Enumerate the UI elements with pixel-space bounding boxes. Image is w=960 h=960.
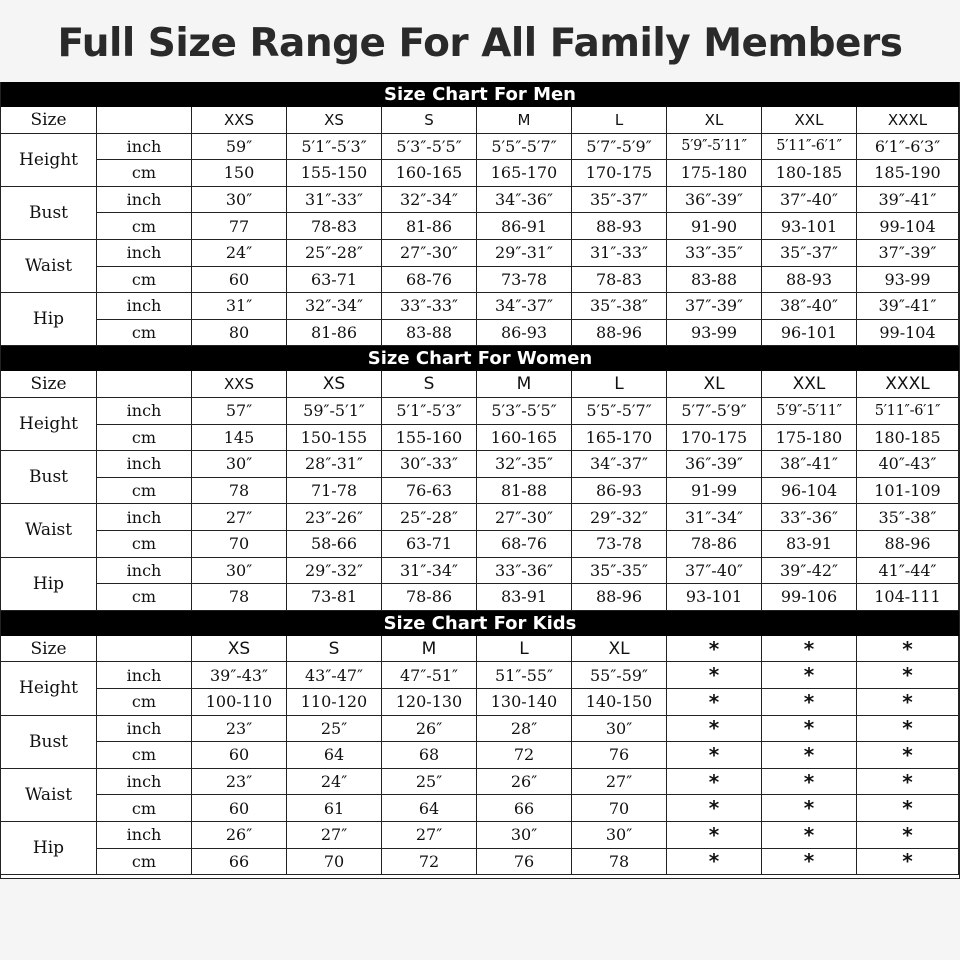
table-cell: 78-83 [287, 213, 382, 240]
table-cell: 27″ [192, 504, 287, 531]
header-blank [97, 371, 192, 398]
table-cell: 32″-34″ [382, 187, 477, 214]
header-blank [97, 636, 192, 663]
table-cell: * [762, 822, 857, 849]
table-cell: 37″-39″ [667, 293, 762, 320]
table-cell: 60 [192, 795, 287, 822]
table-cell: * [857, 849, 959, 876]
table-cell: * [762, 716, 857, 743]
size-header: XS [287, 371, 382, 398]
table-cell: 29″-32″ [287, 558, 382, 585]
table-cell: 24″ [287, 769, 382, 796]
table-cell: 88-93 [762, 267, 857, 294]
table-cell: 33″-33″ [382, 293, 477, 320]
table-cell: 27″ [572, 769, 667, 796]
measure-label: Hip [1, 558, 97, 611]
table-cell: 30″ [572, 822, 667, 849]
table-cell: 31″-34″ [667, 504, 762, 531]
size-header: M [382, 636, 477, 663]
size-header: L [572, 371, 667, 398]
unit-label: inch [97, 293, 192, 320]
unit-label: inch [97, 822, 192, 849]
table-cell: 93-101 [667, 584, 762, 611]
table-cell: 78 [192, 584, 287, 611]
table-cell: 68-76 [382, 267, 477, 294]
table-cell: 5′7″-5′9″ [572, 134, 667, 161]
size-header: L [477, 636, 572, 663]
table-cell: 78 [192, 478, 287, 505]
table-cell: 30″ [192, 558, 287, 585]
measure-label: Bust [1, 716, 97, 769]
size-header: * [857, 636, 959, 663]
table-cell: 51″-55″ [477, 662, 572, 689]
table-cell: 88-96 [572, 320, 667, 347]
table-cell: 39″-42″ [762, 558, 857, 585]
table-cell: * [857, 689, 959, 716]
table-cell: 150 [192, 160, 287, 187]
table-cell: 27″ [287, 822, 382, 849]
table-cell: 66 [477, 795, 572, 822]
table-cell: 76 [572, 742, 667, 769]
size-header: M [477, 107, 572, 134]
table-cell: * [667, 795, 762, 822]
table-cell: 31″ [192, 293, 287, 320]
table-cell: 30″ [192, 451, 287, 478]
section-heading: Size Chart For Men [1, 82, 959, 107]
table-cell: 39″-41″ [857, 293, 959, 320]
page-title: Full Size Range For All Family Members [57, 21, 903, 66]
size-header: M [477, 371, 572, 398]
size-header: * [667, 636, 762, 663]
table-cell: 39″-41″ [857, 187, 959, 214]
table-cell: 63-71 [382, 531, 477, 558]
measure-label: Waist [1, 240, 97, 293]
table-cell: 33″-36″ [762, 504, 857, 531]
table-cell: 70 [192, 531, 287, 558]
unit-label: inch [97, 769, 192, 796]
table-cell: 38″-40″ [762, 293, 857, 320]
table-cell: 5′11″-6′1″ [762, 134, 857, 161]
size-header: XL [667, 371, 762, 398]
table-cell: 80 [192, 320, 287, 347]
table-cell: 91-90 [667, 213, 762, 240]
table-cell: 27″ [382, 822, 477, 849]
size-header: XXS [192, 107, 287, 134]
table-cell: 60 [192, 267, 287, 294]
table-cell: 68 [382, 742, 477, 769]
table-cell: 81-88 [477, 478, 572, 505]
table-cell: 93-101 [762, 213, 857, 240]
unit-label: inch [97, 504, 192, 531]
section-heading: Size Chart For Kids [1, 611, 959, 636]
table-cell: * [762, 849, 857, 876]
table-cell: 86-93 [572, 478, 667, 505]
table-cell: 145 [192, 425, 287, 452]
table-cell: 78-86 [382, 584, 477, 611]
table-cell: 81-86 [382, 213, 477, 240]
table-cell: 78-83 [572, 267, 667, 294]
table-cell: * [762, 742, 857, 769]
table-cell: 55″-59″ [572, 662, 667, 689]
measure-label: Waist [1, 504, 97, 557]
table-cell: 88-96 [857, 531, 959, 558]
measure-label: Height [1, 662, 97, 715]
size-header: S [382, 371, 477, 398]
table-cell: * [667, 662, 762, 689]
size-header: XS [287, 107, 382, 134]
table-cell: 100-110 [192, 689, 287, 716]
measure-label: Hip [1, 822, 97, 875]
table-cell: * [762, 795, 857, 822]
table-cell: 83-88 [667, 267, 762, 294]
table-cell: 175-180 [667, 160, 762, 187]
unit-label: inch [97, 558, 192, 585]
table-cell: 36″-39″ [667, 451, 762, 478]
table-cell: 5′9″-5′11″ [762, 398, 857, 425]
table-cell: 5′3″-5′5″ [382, 134, 477, 161]
table-cell: 34″-36″ [477, 187, 572, 214]
table-cell: 70 [287, 849, 382, 876]
table-cell: 83-88 [382, 320, 477, 347]
unit-label: inch [97, 451, 192, 478]
table-cell: * [857, 795, 959, 822]
table-cell: 140-150 [572, 689, 667, 716]
table-cell: * [667, 716, 762, 743]
table-cell: 5′11″-6′1″ [857, 398, 959, 425]
table-cell: 185-190 [857, 160, 959, 187]
unit-label: cm [97, 213, 192, 240]
table-cell: 24″ [192, 240, 287, 267]
table-cell: 25″ [287, 716, 382, 743]
unit-label: cm [97, 795, 192, 822]
table-cell: 175-180 [762, 425, 857, 452]
table-cell: 35″-37″ [572, 187, 667, 214]
table-cell: * [762, 689, 857, 716]
table-cell: 43″-47″ [287, 662, 382, 689]
size-header: XS [192, 636, 287, 663]
table-cell: 110-120 [287, 689, 382, 716]
size-header: XL [572, 636, 667, 663]
table-cell: 73-78 [572, 531, 667, 558]
table-cell: 31″-33″ [572, 240, 667, 267]
table-cell: 57″ [192, 398, 287, 425]
table-cell: 33″-35″ [667, 240, 762, 267]
table-cell: 28″ [477, 716, 572, 743]
table-cell: 59″ [192, 134, 287, 161]
table-cell: 59″-5′1″ [287, 398, 382, 425]
unit-label: inch [97, 398, 192, 425]
size-header: XL [667, 107, 762, 134]
table-cell: 35″-37″ [762, 240, 857, 267]
table-cell: 81-86 [287, 320, 382, 347]
table-cell: 25″-28″ [382, 504, 477, 531]
table-cell: 170-175 [667, 425, 762, 452]
table-cell: * [667, 822, 762, 849]
table-cell: 101-109 [857, 478, 959, 505]
section-heading: Size Chart For Women [1, 346, 959, 371]
measure-label: Hip [1, 293, 97, 346]
table-cell: 40″-43″ [857, 451, 959, 478]
table-cell: 30″ [572, 716, 667, 743]
unit-label: cm [97, 478, 192, 505]
table-cell: 72 [477, 742, 572, 769]
unit-label: inch [97, 187, 192, 214]
table-cell: * [667, 742, 762, 769]
table-cell: 47″-51″ [382, 662, 477, 689]
size-chart-sheet [0, 82, 960, 879]
table-cell: 34″-37″ [572, 451, 667, 478]
table-cell: 34″-37″ [477, 293, 572, 320]
unit-label: inch [97, 240, 192, 267]
table-cell: 99-104 [857, 320, 959, 347]
table-cell: 37″-40″ [667, 558, 762, 585]
table-cell: 165-170 [572, 425, 667, 452]
unit-label: cm [97, 267, 192, 294]
table-cell: 25″-28″ [287, 240, 382, 267]
table-cell: 99-106 [762, 584, 857, 611]
size-header: S [287, 636, 382, 663]
table-cell: 27″-30″ [477, 504, 572, 531]
header-blank [97, 107, 192, 134]
unit-label: cm [97, 160, 192, 187]
measure-label: Height [1, 398, 97, 451]
table-cell: * [762, 769, 857, 796]
unit-label: cm [97, 742, 192, 769]
table-cell: 78-86 [667, 531, 762, 558]
size-header: L [572, 107, 667, 134]
size-label: Size [1, 371, 97, 398]
table-cell: 6′1″-6′3″ [857, 134, 959, 161]
table-cell: 66 [192, 849, 287, 876]
table-cell: * [857, 662, 959, 689]
table-cell: 160-165 [477, 425, 572, 452]
table-cell: 165-170 [477, 160, 572, 187]
table-cell: 60 [192, 742, 287, 769]
size-header: XXS [192, 371, 287, 398]
table-cell: 155-160 [382, 425, 477, 452]
table-cell: 5′5″-5′7″ [572, 398, 667, 425]
table-cell: 27″-30″ [382, 240, 477, 267]
table-cell: 5′9″-5′11″ [667, 134, 762, 161]
measure-label: Bust [1, 187, 97, 240]
size-header: * [762, 636, 857, 663]
table-cell: 73-81 [287, 584, 382, 611]
unit-label: inch [97, 716, 192, 743]
table-cell: 37″-40″ [762, 187, 857, 214]
table-cell: 70 [572, 795, 667, 822]
table-cell: 76-63 [382, 478, 477, 505]
table-cell: 23″ [192, 769, 287, 796]
table-cell: 130-140 [477, 689, 572, 716]
table-cell: 76 [477, 849, 572, 876]
table-cell: 86-91 [477, 213, 572, 240]
table-cell: 32″-35″ [477, 451, 572, 478]
unit-label: cm [97, 531, 192, 558]
table-cell: 91-99 [667, 478, 762, 505]
table-cell: 39″-43″ [192, 662, 287, 689]
table-cell: 170-175 [572, 160, 667, 187]
table-cell: 36″-39″ [667, 187, 762, 214]
table-cell: 5′3″-5′5″ [477, 398, 572, 425]
table-cell: 35″-35″ [572, 558, 667, 585]
table-cell: 160-165 [382, 160, 477, 187]
unit-label: cm [97, 425, 192, 452]
unit-label: inch [97, 662, 192, 689]
table-cell: 93-99 [857, 267, 959, 294]
table-cell: 30″-33″ [382, 451, 477, 478]
size-label: Size [1, 107, 97, 134]
table-cell: 38″-41″ [762, 451, 857, 478]
table-cell: 29″-32″ [572, 504, 667, 531]
table-cell: * [762, 662, 857, 689]
table-cell: 96-104 [762, 478, 857, 505]
unit-label: cm [97, 849, 192, 876]
table-cell: 26″ [382, 716, 477, 743]
table-cell: 68-76 [477, 531, 572, 558]
table-cell: 72 [382, 849, 477, 876]
table-cell: 104-111 [857, 584, 959, 611]
table-cell: 23″ [192, 716, 287, 743]
table-cell: 32″-34″ [287, 293, 382, 320]
table-cell: 64 [287, 742, 382, 769]
table-cell: 83-91 [477, 584, 572, 611]
table-cell: 41″-44″ [857, 558, 959, 585]
table-cell: 29″-31″ [477, 240, 572, 267]
table-cell: 180-185 [857, 425, 959, 452]
measure-label: Bust [1, 451, 97, 504]
table-cell: 96-101 [762, 320, 857, 347]
table-cell: 88-96 [572, 584, 667, 611]
table-cell: 35″-38″ [857, 504, 959, 531]
table-cell: 37″-39″ [857, 240, 959, 267]
unit-label: inch [97, 134, 192, 161]
size-header: XXXL [857, 107, 959, 134]
table-cell: * [857, 822, 959, 849]
size-header: XXXL [857, 371, 959, 398]
table-cell: * [667, 689, 762, 716]
table-cell: 26″ [192, 822, 287, 849]
table-cell: 30″ [477, 822, 572, 849]
table-cell: 83-91 [762, 531, 857, 558]
table-cell: 5′5″-5′7″ [477, 134, 572, 161]
table-cell: 28″-31″ [287, 451, 382, 478]
table-cell: 5′1″-5′3″ [382, 398, 477, 425]
table-cell: 77 [192, 213, 287, 240]
table-cell: 26″ [477, 769, 572, 796]
table-cell: * [667, 769, 762, 796]
size-header: XXL [762, 371, 857, 398]
unit-label: cm [97, 584, 192, 611]
table-cell: 86-93 [477, 320, 572, 347]
table-cell: 33″-36″ [477, 558, 572, 585]
table-cell: 93-99 [667, 320, 762, 347]
table-cell: * [667, 849, 762, 876]
table-cell: * [857, 742, 959, 769]
table-cell: 35″-38″ [572, 293, 667, 320]
table-cell: 88-93 [572, 213, 667, 240]
table-cell: 120-130 [382, 689, 477, 716]
table-cell: 180-185 [762, 160, 857, 187]
table-cell: 30″ [192, 187, 287, 214]
table-cell: 73-78 [477, 267, 572, 294]
table-cell: 150-155 [287, 425, 382, 452]
table-cell: 5′7″-5′9″ [667, 398, 762, 425]
table-cell: 61 [287, 795, 382, 822]
size-header: S [382, 107, 477, 134]
table-cell: 78 [572, 849, 667, 876]
table-cell: 63-71 [287, 267, 382, 294]
table-cell: 58-66 [287, 531, 382, 558]
measure-label: Waist [1, 769, 97, 822]
unit-label: cm [97, 320, 192, 347]
table-cell: 71-78 [287, 478, 382, 505]
size-label: Size [1, 636, 97, 663]
unit-label: cm [97, 689, 192, 716]
table-cell: 31″-34″ [382, 558, 477, 585]
table-cell: 31″-33″ [287, 187, 382, 214]
measure-label: Height [1, 134, 97, 187]
table-cell: * [857, 716, 959, 743]
table-cell: 5′1″-5′3″ [287, 134, 382, 161]
table-cell: 23″-26″ [287, 504, 382, 531]
table-cell: * [857, 769, 959, 796]
table-cell: 64 [382, 795, 477, 822]
table-cell: 25″ [382, 769, 477, 796]
size-header: XXL [762, 107, 857, 134]
table-cell: 155-150 [287, 160, 382, 187]
table-cell: 99-104 [857, 213, 959, 240]
